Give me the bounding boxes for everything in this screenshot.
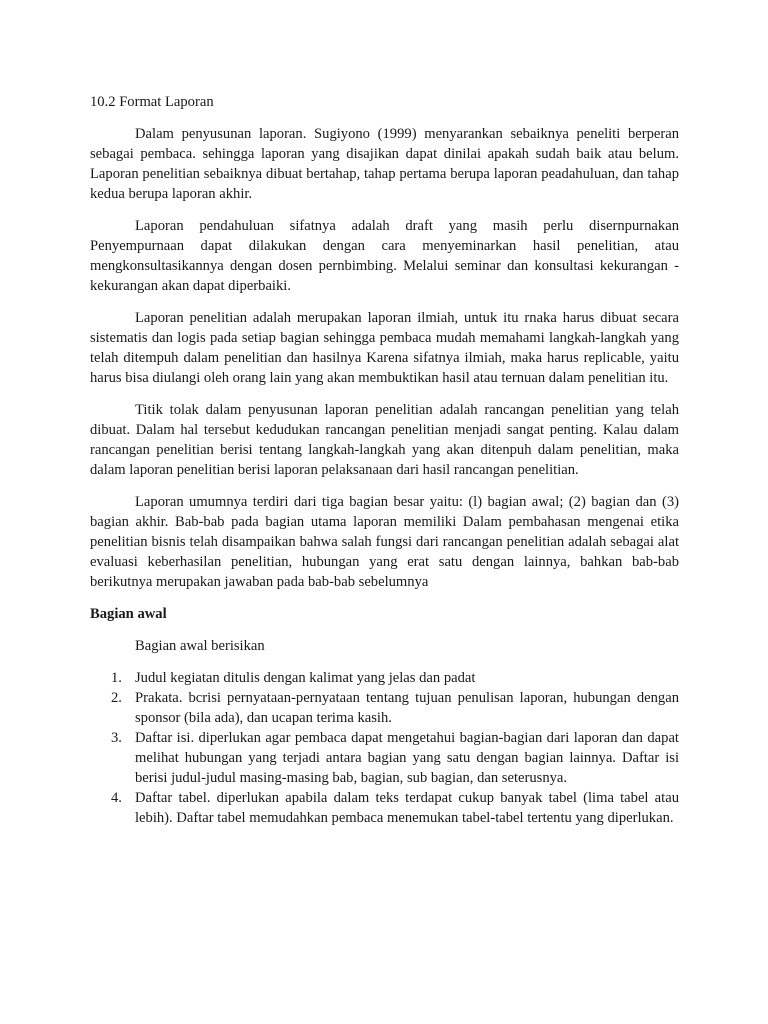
list-number: 3. [111,730,122,746]
section-heading: 10.2 Format Laporan [90,94,214,110]
list-text: Judul kegiatan ditulis dengan kalimat yang jelas dan padat [135,670,476,686]
numbered-list [90,668,679,828]
document-page [90,92,679,828]
list-item [90,788,679,828]
paragraph-2: Laporan pendahuluan sifatnya adalah draft yang masih perlu disernpurnakan Penyempurnaan dapat dilakukan dengan cara menyeminarkan hasil penelitian, atau mengkonsultasikannya dengan dosen pernbimbing. Melalui seminar dan konsultasi kekurangan - kekurangan akan dapat diperbaiki. [90,218,679,294]
list-item [90,668,679,688]
list-text: Prakata. bcrisi pernyataan-pernyataan tentang tujuan penulisan laporan, hubungan dengan sponsor (bila ada), dan ucapan terima kasih. [135,690,679,726]
paragraph-4: Titik tolak dalam penyusunan laporan penelitian adalah rancangan penelitian yang telah dibuat. Dalam hal tersebut kedudukan rancangan penelitian menjadi sangat penting. Kalau dalam rancangan penelitian berisi tentang langkah-langkah yang akan ditenpuh dalam penelitian, maka dalam laporan penelitian berisi laporan pelaksanaan dari hasil rancangan penelitian. [90,402,679,478]
list-number: 2. [111,690,122,706]
list-item [90,688,679,728]
list-text: Daftar tabel. diperlukan apabila dalam teks terdapat cukup banyak tabel (lima tabel atau lebih). Daftar tabel memudahkan pembaca menemukan tabel-tabel tertentu yang diperlukan. [135,790,679,826]
list-number: 4. [111,790,122,806]
list-number: 1. [111,670,122,686]
list-item [90,728,679,788]
paragraph-5: Laporan umumnya terdiri dari tiga bagian besar yaitu: (l) bagian awal; (2) bagian dan (3) bagian akhir. Bab-bab pada bagian utama laporan memiliki Dalam pembahasan mengenai etika penelitian bisnis telah disampaikan bahwa salah fungsi dari rancangan penelitian adalah sebagai alat evaluasi keberhasilan penelitian, hubungan yang erat satu dengan lainnya, bahkan bab-bab berikutnya merupakan jawaban pada bab-bab sebelumnya [90,494,679,590]
subsection-title: Bagian awal [90,606,167,622]
paragraph-1: Dalam penyusunan laporan. Sugiyono (1999) menyarankan sebaiknya peneliti berperan sebagai pembaca. sehingga laporan yang disajikan dapat dinilai apakah sudah baik atau belum. Laporan penelitian sebaiknya dibuat bertahap, tahap pertama berupa laporan peadahuluan, dan tahap kedua berupa laporan akhir. [90,126,679,202]
list-text: Daftar isi. diperlukan agar pembaca dapat mengetahui bagian-bagian dari laporan dan dapat melihat hubungan yang terjadi antara bagian yang satu dengan bagian lainnya. Daftar isi berisi judul-judul masing-masing bab, bagian, sub bagian, dan seterusnya. [135,730,679,786]
subsection-intro: Bagian awal berisikan [135,638,265,654]
paragraph-3: Laporan penelitian adalah merupakan laporan ilmiah, untuk itu rnaka harus dibuat secara sistematis dan logis pada setiap bagian sehingga pembaca mudah memahami langkah-langkah yang telah ditempuh dalam penelitian dan hasilnya Karena sifatnya ilmiah, maka harus replicable, yaitu harus bisa diulangi oleh orang lain yang akan membuktikan hasil atau ternuan dalam penelitian itu. [90,310,679,386]
